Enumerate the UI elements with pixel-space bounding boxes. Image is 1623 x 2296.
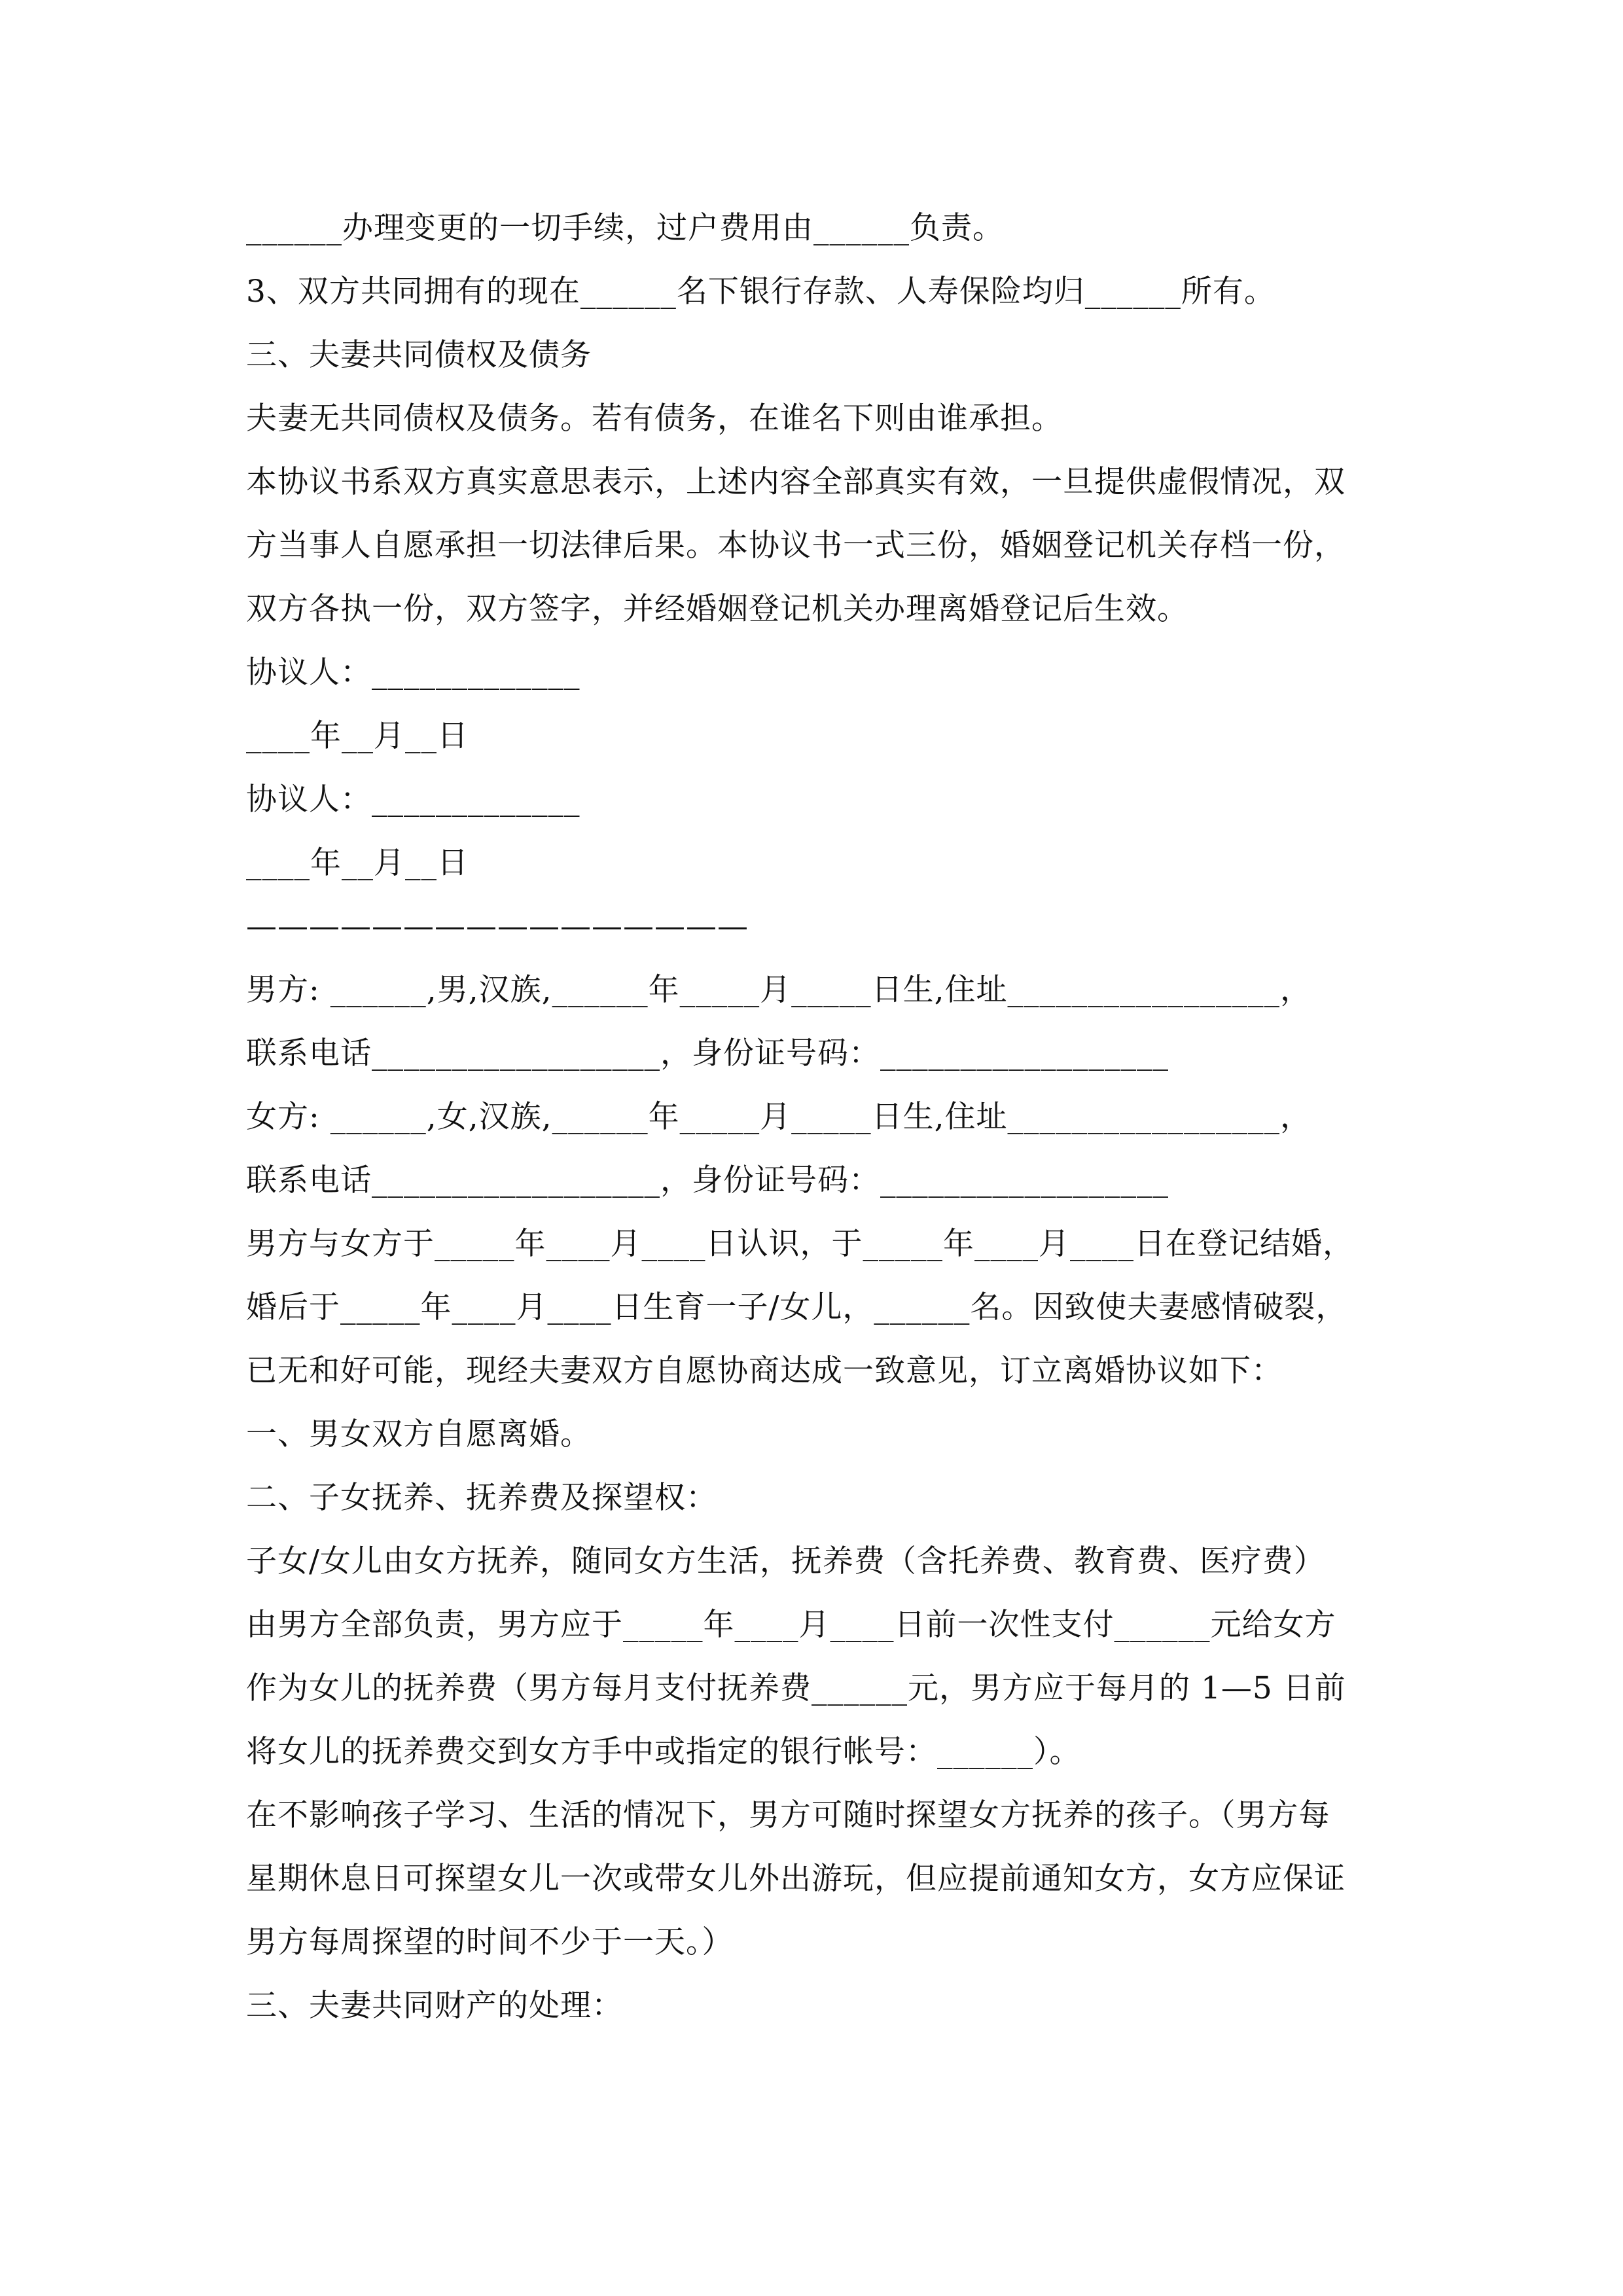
text-line: 夫妻无共同债权及债务。若有债务，在谁名下则由谁承担。 (246, 401, 1063, 437)
section-heading: 一、男女双方自愿离婚。 (246, 1416, 592, 1452)
text-line: 在不影响孩子学习、生活的情况下，男方可随时探望女方抚养的孩子。（男方每 (246, 1797, 1330, 1833)
separator-line: ———————————————— (246, 908, 749, 944)
text-line: 男方与女方于_____年____月____日认识，于_____年____月____日在登记结婚， (246, 1226, 1354, 1262)
section-heading: 二、子女抚养、抚养费及探望权： (246, 1480, 717, 1516)
date-line: ____年__月__日 (246, 845, 469, 881)
text-line: 本协议书系双方真实意思表示，上述内容全部真实有效，一旦提供虚假情况，双 (246, 464, 1346, 500)
text-line: 3、双方共同拥有的现在______名下银行存款、人寿保险均归______所有。 (246, 274, 1275, 310)
text-line: 方当事人自愿承担一切法律后果。本协议书一式三份，婚姻登记机关存档一份， (246, 528, 1346, 564)
document-page (246, 196, 1398, 2037)
text-line: 女方: ______,女,汉族,______年_____月_____日生,住址_________________， (246, 1099, 1312, 1135)
section-heading: 三、夫妻共同债权及债务 (246, 337, 592, 373)
section-heading: 三、夫妻共同财产的处理： (246, 1988, 623, 2024)
text-line: 子女/女儿由女方抚养，随同女方生活，抚养费（含托养费、教育费、医疗费） (246, 1543, 1325, 1579)
text-line: 男方: ______,男,汉族,______年_____月_____日生,住址_________________， (246, 972, 1312, 1008)
text-line: ______办理变更的一切手续，过户费用由______负责。 (246, 210, 1004, 246)
text-line: 将女儿的抚养费交到女方手中或指定的银行帐号：______）。 (246, 1734, 1081, 1770)
text-line: 婚后于_____年____月____日生育一子/女儿，______名。因致使夫妻感情破裂， (246, 1289, 1347, 1325)
text-line: 作为女儿的抚养费（男方每月支付抚养费______元，男方应于每月的 1—5 日前 (246, 1670, 1346, 1706)
text-line: 由男方全部负责，男方应于_____年____月____日前一次性支付______元给女方 (246, 1607, 1336, 1643)
text-line: 星期休息日可探望女儿一次或带女儿外出游玩，但应提前通知女方，女方应保证 (246, 1861, 1346, 1897)
text-line: 男方每周探望的时间不少于一天。） (246, 1924, 734, 1960)
text-line: 联系电话__________________，身份证号码：__________________ (246, 1162, 1169, 1198)
text-line: 双方各执一份，双方签字，并经婚姻登记机关办理离婚登记后生效。 (246, 591, 1188, 627)
date-line: ____年__月__日 (246, 718, 469, 754)
text-line: 联系电话__________________，身份证号码：__________________ (246, 1035, 1169, 1071)
text-line: 已无和好可能，现经夫妻双方自愿协商达成一致意见，订立离婚协议如下： (246, 1353, 1283, 1389)
signatory-line: 协议人：_____________ (246, 655, 580, 691)
signatory-line: 协议人：_____________ (246, 781, 580, 817)
